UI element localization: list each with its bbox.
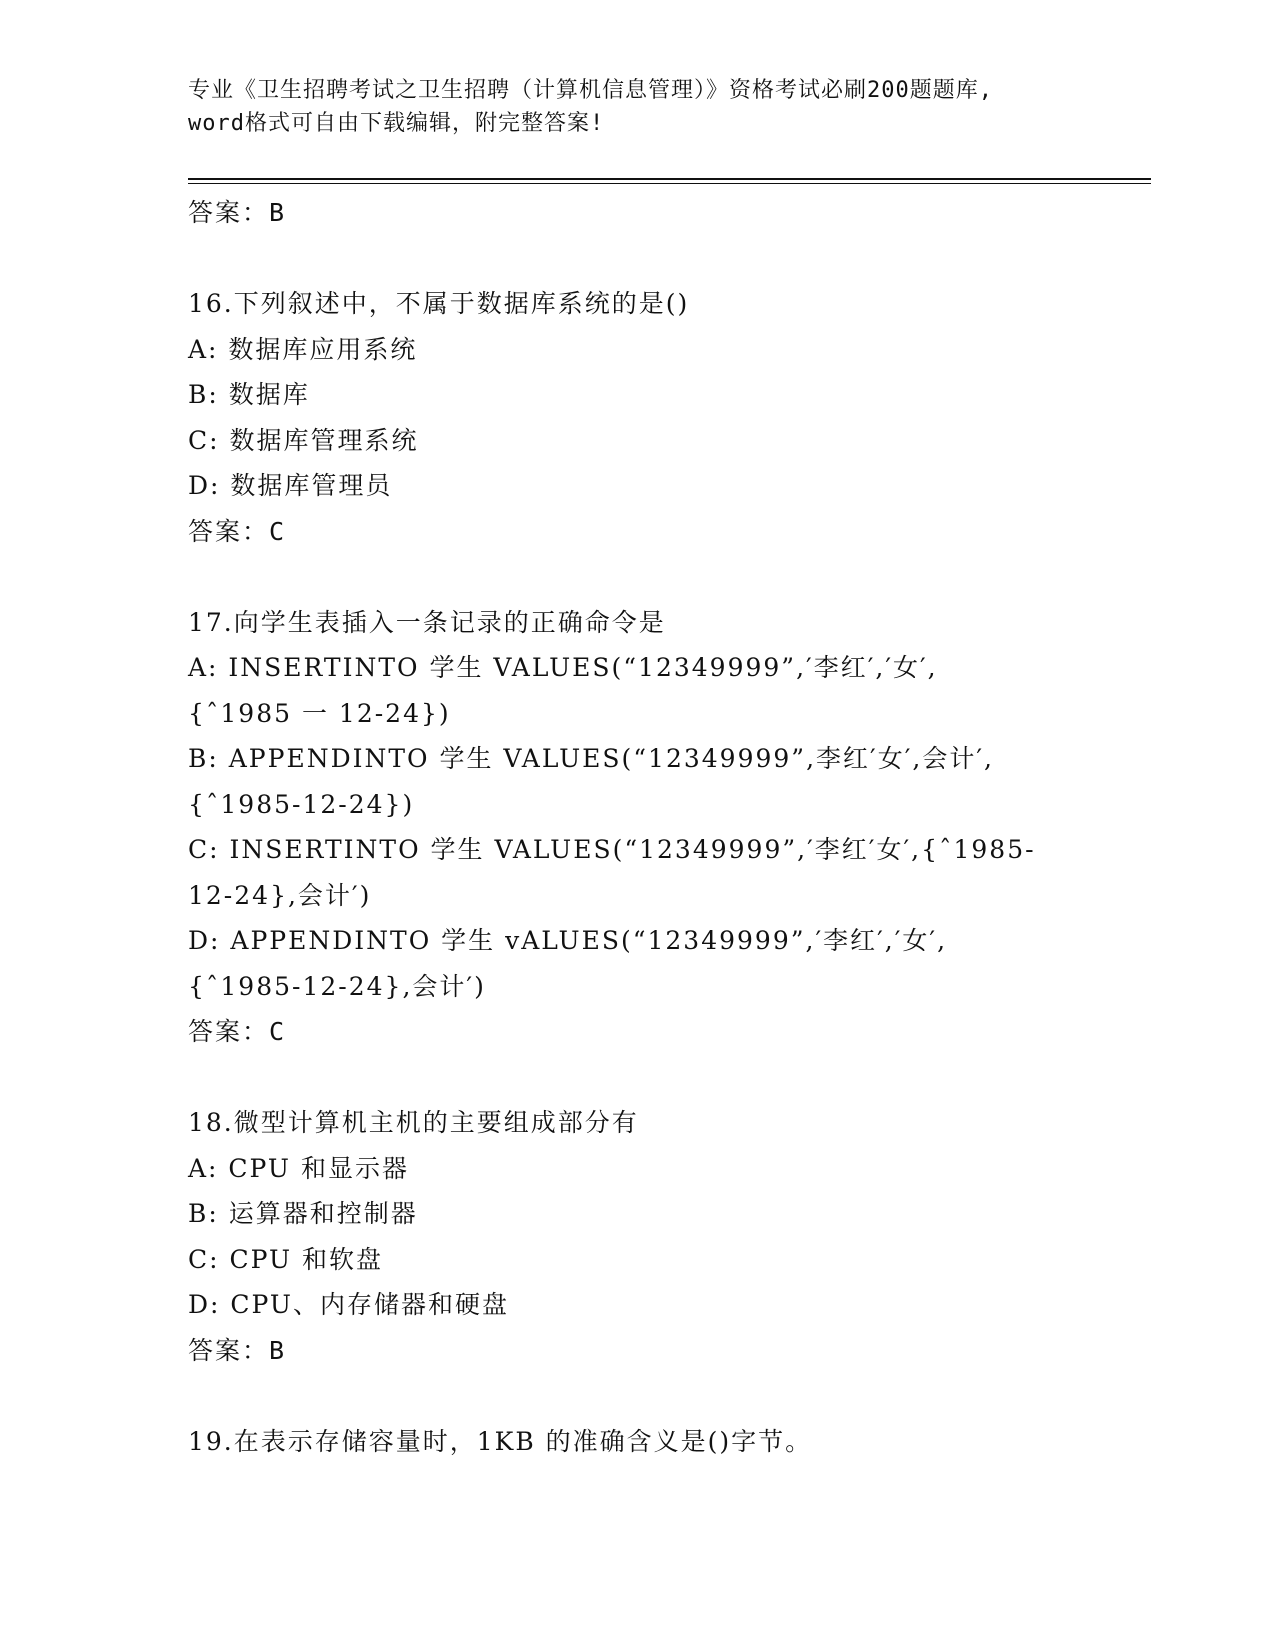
option-b: B: APPENDINTO 学生 VALUES(“12349999”,李红′女′,会计′, (188, 744, 994, 773)
option-d-continued: {ˆ1985-12-24},会计′) (188, 971, 486, 1001)
spacer (188, 1373, 1128, 1419)
option-c: C: 数据库管理系统 (188, 425, 419, 455)
option-c-continued: 12-24},会计′) (188, 880, 372, 910)
option-b-continued: {ˆ1985-12-24}) (188, 789, 415, 819)
question-text: 18.微型计算机主机的主要组成部分有 (188, 1108, 639, 1137)
header-line-1: 专业《卫生招聘考试之卫生招聘（计算机信息管理）》资格考试必刷200题题库, (188, 78, 993, 103)
question-block (188, 1419, 1128, 1465)
question-block (188, 600, 1128, 1055)
option-d: D: 数据库管理员 (188, 471, 393, 500)
spacer (188, 554, 1128, 600)
document-header (188, 74, 1108, 140)
option-c: C: CPU 和软盘 (188, 1244, 384, 1274)
answer-line: 答案：B (188, 1335, 287, 1365)
question-text: 19.在表示存储容量时，1KB 的准确含义是()字节。 (188, 1426, 813, 1456)
question-block (188, 281, 1128, 554)
question-block (188, 1100, 1128, 1373)
option-a-continued: {ˆ1985 一 12-24}) (188, 698, 451, 728)
option-b: B: 数据库 (188, 380, 310, 409)
option-d: D: APPENDINTO 学生 vALUES(“12349999”,′李红′,′女′, (188, 926, 948, 955)
option-a: A: 数据库应用系统 (188, 334, 418, 364)
answer-line: 答案：C (188, 516, 287, 546)
spacer (188, 235, 1128, 281)
question-text: 17.向学生表插入一条记录的正确命令是 (188, 607, 666, 637)
option-d: D: CPU、内存储器和硬盘 (188, 1290, 509, 1319)
header-divider-thin (188, 183, 1151, 184)
spacer (188, 1054, 1128, 1100)
option-a: A: INSERTINTO 学生 VALUES(“12349999”,′李红′,′女′, (188, 653, 938, 682)
header-line-2: word格式可自由下载编辑，附完整答案! (188, 111, 605, 136)
header-divider-thick (188, 178, 1151, 180)
option-a: A: CPU 和显示器 (188, 1153, 409, 1183)
option-c: C: INSERTINTO 学生 VALUES(“12349999”,′李红′女′,{ˆ1985- (188, 835, 1036, 864)
answer-line: 答案：C (188, 1017, 287, 1046)
document-body (188, 190, 1128, 1464)
question-text: 16.下列叙述中，不属于数据库系统的是() (188, 289, 690, 318)
option-b: B: 运算器和控制器 (188, 1199, 418, 1228)
answer-line: 答案：B (188, 198, 287, 227)
